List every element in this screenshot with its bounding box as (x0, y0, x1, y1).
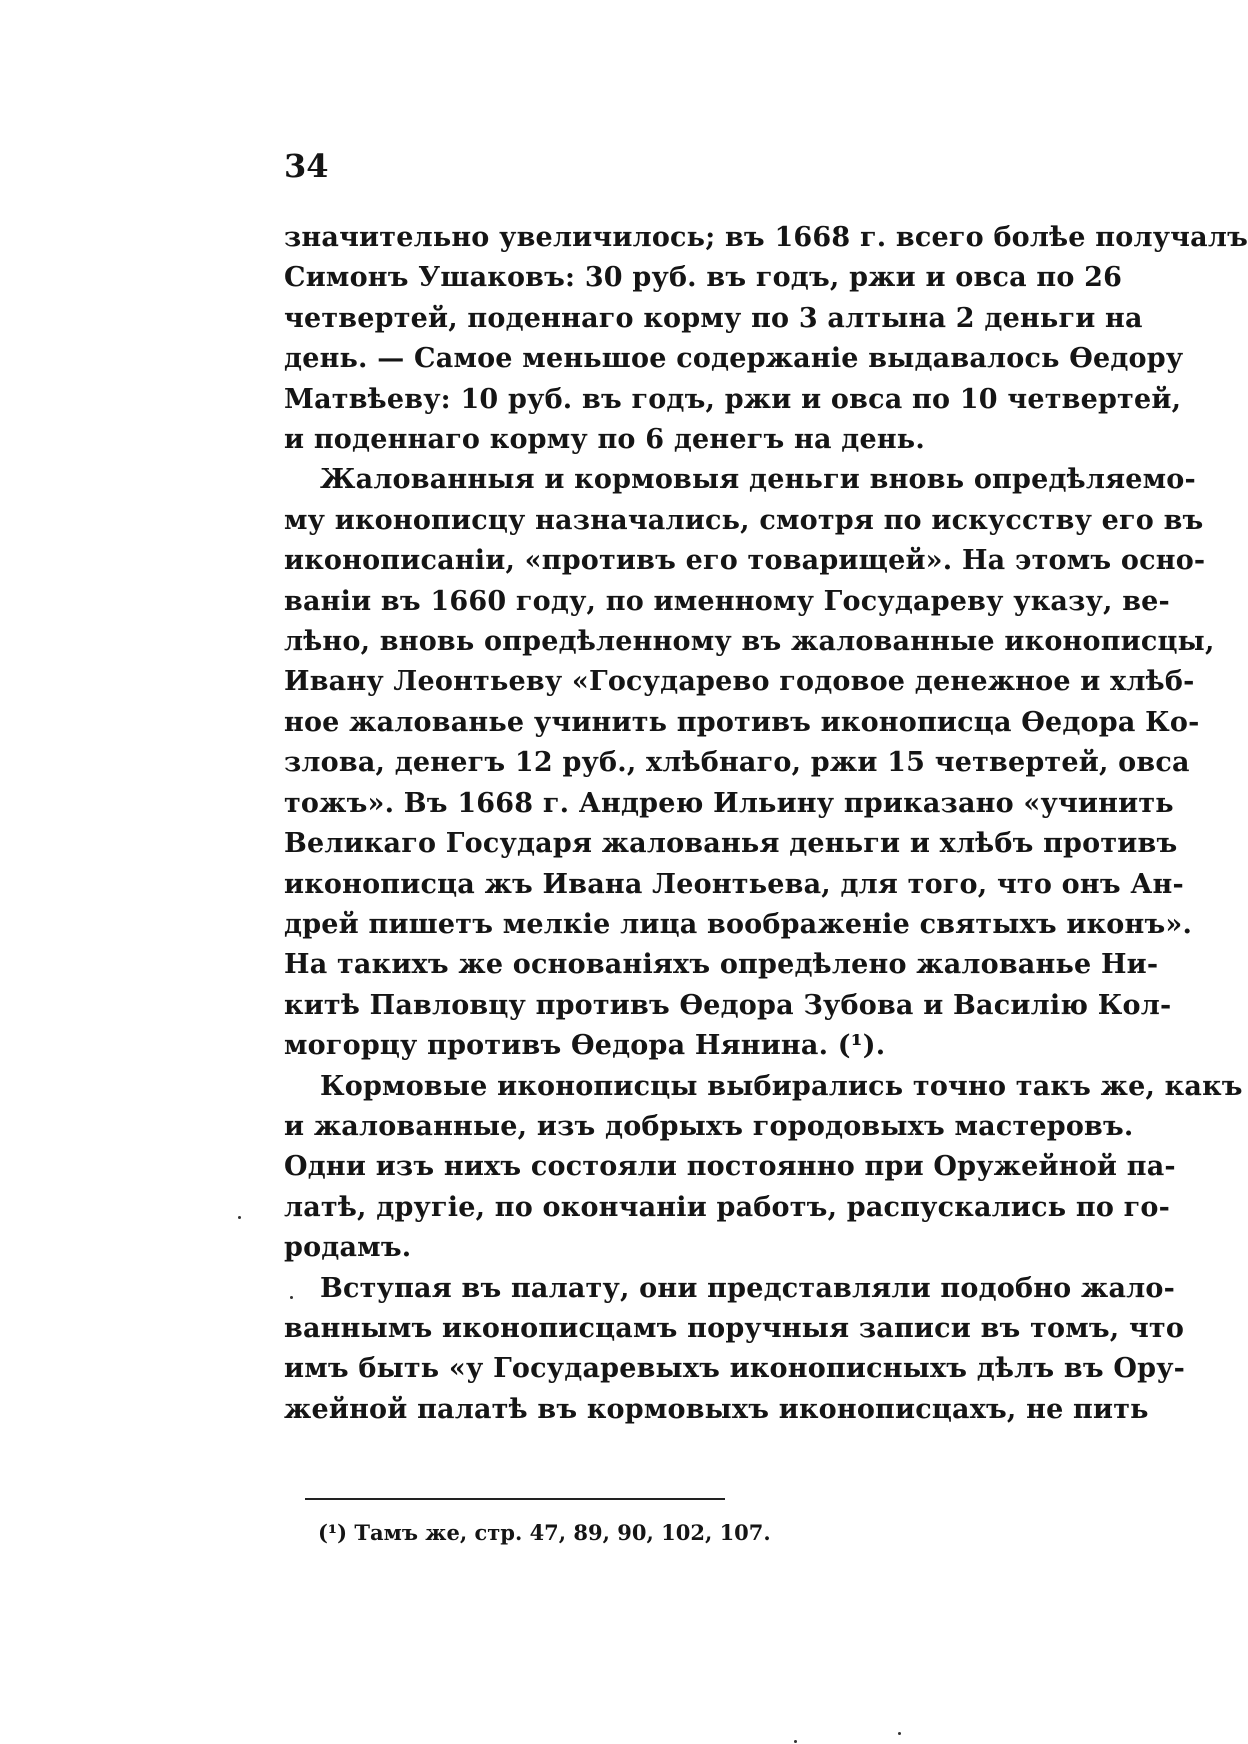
text-line: ваніи въ 1660 году, по именному Государеву указу, ве- (284, 585, 1170, 617)
text-line: ное жалованье учинить противъ иконописца Ѳедора Ко- (284, 706, 1200, 738)
scan-speck (290, 1296, 293, 1299)
text-line: дрей пишетъ мелкіе лица воображеніе святыхъ иконъ». (284, 908, 1193, 940)
text-line: и поденнаго корму по 6 денегъ на день. (284, 424, 925, 456)
paragraph-4 (284, 1269, 1186, 1431)
scan-speck (794, 1740, 797, 1743)
text-line: четвертей, поденнаго корму по 3 алтына 2 деньги на (284, 302, 1143, 334)
scan-speck (898, 1732, 901, 1735)
text-line: иконописаніи, «противъ его товарищей». На этомъ осно- (284, 545, 1206, 577)
text-line: Ивану Леонтьеву «Государево годовое денежное и хлѣб- (284, 666, 1195, 698)
text-line: Кормовые иконописцы выбирались точно такъ же, какъ (320, 1070, 1243, 1102)
text-line: тожъ». Въ 1668 г. Андрею Ильину приказано «учинить (284, 787, 1174, 819)
text-line: могорцу противъ Ѳедора Нянина. (¹). (284, 1030, 886, 1062)
text-line: Вступая въ палату, они представляли подобно жало- (320, 1272, 1176, 1304)
text-line: день. — Самое меньшое содержаніе выдавалось Ѳедору (284, 343, 1184, 375)
text-line: латѣ, другіе, по окончаніи работъ, распускались по го- (284, 1191, 1171, 1223)
scan-speck (238, 1216, 241, 1219)
paragraph-2 (284, 460, 1215, 1066)
text-line: жейной палатѣ въ кормовыхъ иконописцахъ, не пить (284, 1393, 1149, 1425)
text-line: Великаго Государя жалованья деньги и хлѣбъ противъ (284, 828, 1178, 860)
text-line: Одни изъ нихъ состояли постоянно при Оружейной па- (284, 1151, 1176, 1183)
text-line: ваннымъ иконописцамъ поручныя записи въ томъ, что (284, 1312, 1185, 1344)
text-line: иконописца жъ Ивана Леонтьева, для того, что онъ Ан- (284, 868, 1184, 900)
text-line: значительно увеличилось; въ 1668 г. всего болѣе получалъ (284, 222, 1248, 253)
paragraph-3 (284, 1067, 1243, 1269)
text-line: китѣ Павловцу противъ Ѳедора Зубова и Василію Кол- (284, 989, 1172, 1021)
footnote-divider (305, 1498, 725, 1500)
text-line: лѣно, вновь опредѣленному въ жалованные иконописцы, (284, 626, 1215, 658)
main-text (284, 218, 1248, 1430)
text-line: На такихъ же основаніяхъ опредѣлено жалованье Ни- (284, 949, 1159, 981)
text-line: му иконописцу назначались, смотря по искусству его въ (284, 504, 1204, 536)
text-line: имъ быть «у Государевыхъ иконописныхъ дѣлъ въ Ору- (284, 1353, 1186, 1385)
text-line: злова, денегъ 12 руб., хлѣбнаго, ржи 15 четвертей, овса (284, 747, 1190, 779)
page-number: 34 (284, 147, 329, 185)
text-line: Симонъ Ушаковъ: 30 руб. въ годъ, ржи и овса по 26 (284, 262, 1123, 294)
paragraph-1 (284, 218, 1248, 460)
footnote: (¹) Тамъ же, стр. 47, 89, 90, 102, 107. (318, 1520, 771, 1545)
text-line: Матвѣеву: 10 руб. въ годъ, ржи и овса по 10 четвертей, (284, 383, 1182, 415)
text-line: родамъ. (284, 1232, 412, 1264)
text-line: и жалованные, изъ добрыхъ городовыхъ мастеровъ. (284, 1110, 1134, 1142)
text-line: Жалованныя и кормовыя деньги вновь опредѣляемо- (320, 464, 1196, 496)
